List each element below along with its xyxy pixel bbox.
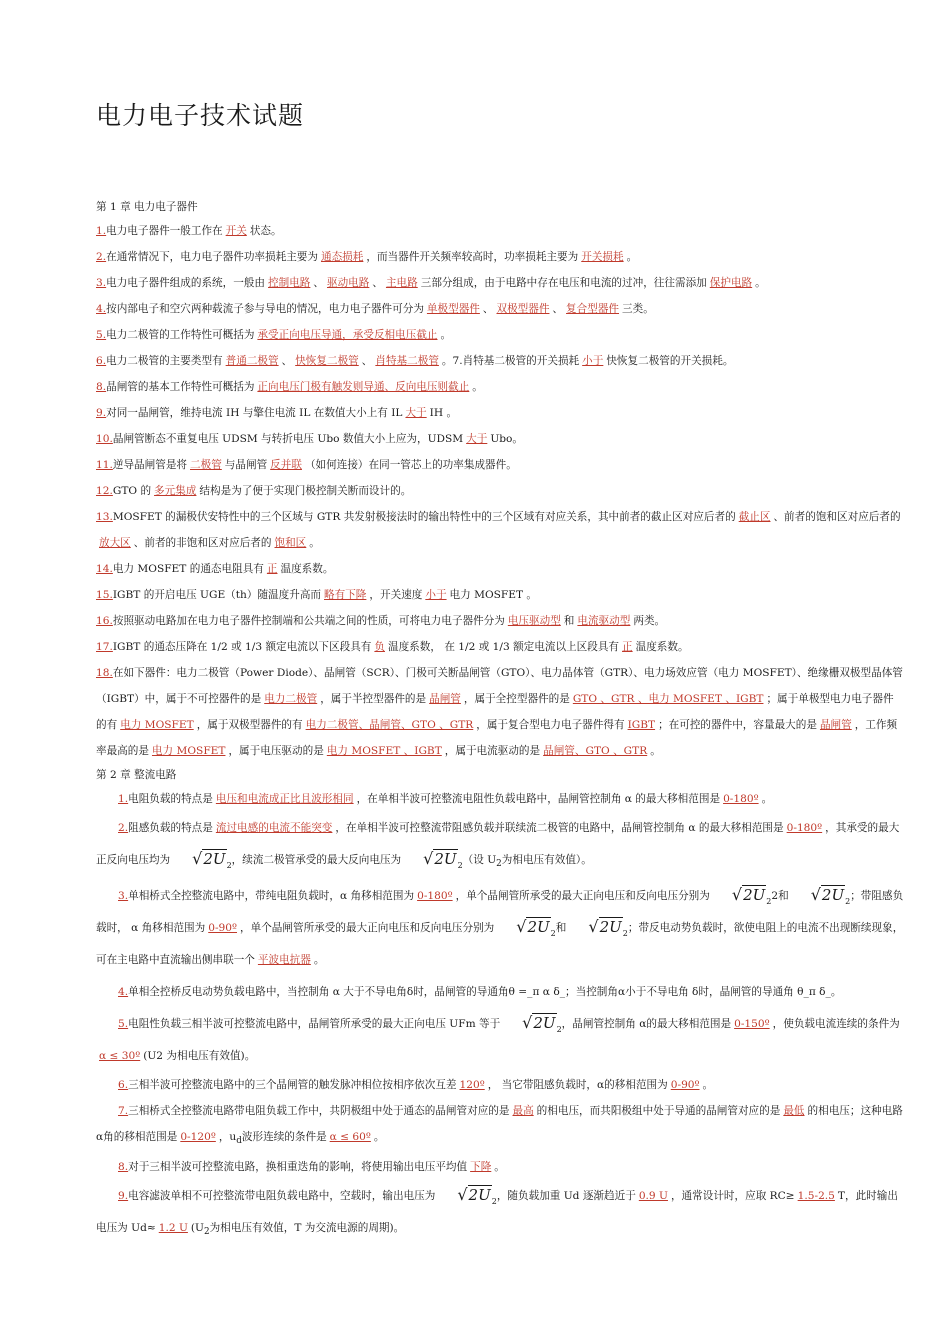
answer-blank: 大于 <box>405 407 427 419</box>
question-2-3: 3.单相桥式全控整流电路中，带纯电阻负载时，α 角移相范围为 0-180º ，单个晶闸管所承受的最大正向电压和反向电压分别为 $√2U_22$和 $√2U_2$；带阻感负载时， α 角移相范围为 0-90º ，单个晶闸管所承受的最大正向电压和反向电压分别为 $√2U_2$和 $√2U_2$；带反电动势负载时，欲使电阻上的电流不出现断续现象，可在主电路中直流输出侧串联一个 平波电抗器 。 <box>96 885 904 967</box>
question-2-4: 4.单相全控桥反电动势负载电路中，当控制角 α 大于不导电角δ时，晶闸管的导通角θ =_π α δ_；当控制角α小于不导电角 δ时，晶闸管的导通角 θ_π δ_。 <box>118 986 842 999</box>
question-number: 2. <box>96 251 107 263</box>
question-number: 9. <box>96 407 107 419</box>
question-number: 2. <box>118 822 129 834</box>
answer-blank: 正向电压门极有触发则导通、反向电压则截止 <box>257 381 470 393</box>
answer-blank: 多元集成 <box>154 485 197 497</box>
answer-blank: 反并联 <box>270 459 302 471</box>
answer-blank: 略有下降 <box>324 589 367 601</box>
answer-blank: 0.9 U <box>638 1190 668 1203</box>
answer-blank: 晶闸管、GTO 、GTR <box>543 745 648 757</box>
question-1-11: 11.逆导晶闸管是将 二极管 与晶闸管 反并联 （如何连接）在同一管芯上的功率集成器件。 <box>96 459 517 471</box>
answer-blank: 二极管 <box>190 459 222 471</box>
question-1-16: 16.按照驱动电路加在电力电子器件控制端和公共端之间的性质，可将电力电子器件分为 电压驱动型 和 电流驱动型 两类。 <box>96 615 666 627</box>
question-1-12: 12.GTO 的 多元集成 结构是为了便于实现门极控制关断而设计的。 <box>96 485 412 497</box>
question-1-14: 14.电力 MOSFET 的通态电阻具有 正 温度系数。 <box>96 563 334 575</box>
formula-sqrt2-u2: $√2U_2$ <box>731 885 772 907</box>
page-title: 电力电子技术试题 <box>96 101 305 130</box>
answer-blank: 普通二极管 <box>225 355 279 367</box>
formula-sqrt2-u2: $√2U_2$ <box>423 849 463 870</box>
answer-blank: 电压驱动型 <box>507 615 561 627</box>
question-number: 3. <box>96 277 107 289</box>
formula-sqrt2-u2: $√2U_2$ <box>810 885 851 907</box>
answer-blank: 开关 <box>225 225 247 237</box>
answer-blank: 电流驱动型 <box>577 615 631 627</box>
question-number: 8. <box>96 381 107 393</box>
question-number: 8. <box>118 1161 129 1174</box>
question-number: 15. <box>96 589 113 601</box>
question-number: 5. <box>96 329 107 341</box>
question-number: 7. <box>452 355 463 367</box>
question-1-13: 13.MOSFET 的漏极伏安特性中的三个区域与 GTR 共发射极接法时的输出特性中的三个区域有对应关系，其中前者的截止区对应后者的 截止区 、前者的饱和区对应后者的放大区 、前者的非饱和区对应后者的 饱和区 。 <box>96 511 901 549</box>
question-number: 17. <box>96 641 113 653</box>
question-number: 13. <box>96 511 113 523</box>
answer-blank: 截止区 <box>738 511 771 523</box>
question-2-1: 1.电阻负载的特点是 电压和电流成正比且波形相同 ，在单相半波可控整流电阻性负载电路中，晶闸管控制角 α 的最大移相范围是 0-180º 。 <box>118 793 773 805</box>
answer-blank: 电力 MOSFET <box>120 719 194 731</box>
answer-blank: 小于 <box>425 589 447 601</box>
question-1-6: 6.电力二极管的主要类型有 普通二极管 、 快恢复二极管 、 肖特基二极管 。7.肖特基二极管的开关损耗 小于 快恢复二极管的开关损耗。 <box>96 355 734 367</box>
answer-blank: 驱动电路 <box>326 277 370 289</box>
answer-blank: 复合型器件 <box>566 303 620 315</box>
answer-blank: 0-90º <box>670 1079 700 1092</box>
formula-sqrt2-u2: $√2U_2$ <box>522 1013 562 1035</box>
question-1-4: 4.按内部电子和空穴两种载流子参与导电的情况，电力电子器件可分为 单极型器件 、 双极型器件 、 复合型器件 三类。 <box>96 303 654 315</box>
question-number: 10. <box>96 433 113 445</box>
question-2-8: 8.对于三相半波可控整流电路，换相重迭角的影响，将使用输出电压平均值 下降 。 <box>118 1161 505 1174</box>
answer-blank: 饱和区 <box>274 537 307 549</box>
answer-blank: 最低 <box>783 1105 805 1118</box>
question-number: 5. <box>118 1018 129 1031</box>
answer-blank: 快恢复二极管 <box>295 355 359 367</box>
answer-blank: GTO 、GTR 、电力 MOSFET 、IGBT <box>572 693 764 705</box>
answer-blank: 0-180º <box>786 822 823 834</box>
answer-blank: 0-120º <box>180 1131 216 1144</box>
question-1-17: 17.IGBT 的通态压降在 1/2 或 1/3 额定电流以下区段具有 负 温度系数， 在 1/2 或 1/3 额定电流以上区段具有 正 温度系数。 <box>96 641 689 653</box>
answer-blank: α ≤ 30º <box>99 1050 141 1063</box>
question-number: 4. <box>118 986 129 999</box>
question-1-10: 10.晶闸管断态不重复电压 UDSM 与转折电压 Ubo 数值大小上应为，UDSM 大于 Ubo。 <box>96 433 523 445</box>
question-1-3: 3.电力电子器件组成的系统，一般由 控制电路 、 驱动电路 、 主电路 三部分组成，由于电路中存在电压和电流的过冲，往往需添加 保护电路 。 <box>96 277 766 289</box>
answer-blank: 流过电感的电流不能突变 <box>215 822 333 834</box>
chapter-1-heading: 第 1 章 电力电子器件 <box>96 201 198 213</box>
answer-blank: 单极型器件 <box>426 303 480 315</box>
question-number: 7. <box>118 1105 129 1118</box>
formula-sqrt2-u2: $√2U_2$ <box>588 917 628 939</box>
answer-blank: 电力 MOSFET <box>151 745 226 757</box>
question-1-2: 2.在通常情况下，电力电子器件功率损耗主要为 通态损耗 ，而当器件开关频率较高时，功率损耗主要为 开关损耗 。 <box>96 251 638 263</box>
answer-blank: 最高 <box>512 1105 534 1118</box>
answer-blank: α ≤ 60º <box>329 1131 371 1144</box>
answer-blank: 通态损耗 <box>320 251 364 263</box>
answer-blank: 平波电抗器 <box>257 954 311 967</box>
answer-blank: 大于 <box>466 433 488 445</box>
question-1-1: 1.电力电子器件一般工作在 开关 状态。 <box>96 225 282 237</box>
answer-blank: 正 <box>266 563 278 575</box>
question-2-9: 9.电容滤波单相不可控整流带电阻负载电路中，空载时，输出电压为 $√2U_2$，随负载加重 Ud 逐渐趋近于 0.9 U ，通常设计时，应取 RC≥ 1.5-2.5 T，此时输出电压为 Ud≈ 1.2 U ($U_2$为相电压有效值，T 为交流电源的周期)。 <box>96 1185 898 1238</box>
answer-blank: 开关损耗 <box>581 251 624 263</box>
formula-sqrt2-u2: $√2U_2$ <box>516 917 556 939</box>
chapter-2-heading: 第 2 章 整流电路 <box>96 769 177 781</box>
answer-blank: 控制电路 <box>268 277 311 289</box>
formula-sqrt2-u2: $√2U_2$ <box>457 1185 497 1207</box>
answer-blank: 保护电路 <box>709 277 753 289</box>
answer-blank: 小于 <box>582 355 604 367</box>
answer-blank: 电力 MOSFET 、IGBT <box>326 745 442 757</box>
answer-blank: 1.5-2.5 <box>797 1190 835 1203</box>
answer-blank: 负 <box>374 641 385 653</box>
answer-blank: 承受正向电压导通，承受反相电压截止 <box>257 329 438 341</box>
question-1-18: 18.在如下器件：电力二极管（Power Diode）、晶闸管（SCR）、门极可关断晶闸管（GTO）、电力晶体管（GTR）、电力场效应管（电力 MOSFET）、绝缘栅双极型晶体管（IGBT）中，属于不可控器件的是 电力二极管 ，属于半控型器件的是 晶闸管 ，属于全控型器件的是 GTO 、GTR 、电力 MOSFET 、IGBT ；属于单极型电力电子器件的有 电力 MOSFET ，属于双极型器件的有 电力二极管、晶闸管、GTO 、GTR ，属于复合型电力电子器件得有 IGBT ；在可控的器件中，容量最大的是 晶闸管 ，工作频率最高的是 电力 MOSFET ，属于电压驱动的是 电力 MOSFET 、IGBT ，属于电流驱动的是 晶闸管、GTO 、GTR 。 <box>96 667 903 757</box>
question-number: 4. <box>96 303 107 315</box>
question-number: 14. <box>96 563 113 575</box>
answer-blank: 电力二极管 <box>264 693 318 705</box>
answer-blank: 下降 <box>470 1161 492 1174</box>
question-number: 18. <box>96 667 113 679</box>
answer-blank: 120º <box>459 1079 485 1092</box>
question-2-5: 5.电阻性负载三相半波可控整流电路中，晶闸管所承受的最大正向电压 UFm 等于 $√2U_2$，晶闸管控制角 α的最大移相范围是 0-150º ，使负载电流连续的条件为α ≤ 30º (U2 为相电压有效值)。 <box>96 1008 904 1072</box>
answer-blank: 双极型器件 <box>496 303 550 315</box>
question-number: 1. <box>118 793 129 805</box>
question-2-6: 6.三相半波可控整流电路中的三个晶闸管的触发脉冲相位按相序依次互差 120º ， 当它带阻感负载时，α的移相范围为 0-90º 。 <box>118 1079 714 1092</box>
answer-blank: 电力二极管、晶闸管、GTO 、GTR <box>305 719 474 731</box>
answer-blank: 晶闸管 <box>429 693 461 705</box>
answer-blank: 放大区 <box>99 537 131 549</box>
question-number: 11. <box>96 459 113 471</box>
answer-blank: 正 <box>622 641 633 653</box>
answer-blank: 0-150º <box>734 1018 770 1031</box>
answer-blank: 电压和电流成正比且波形相同 <box>215 793 354 805</box>
answer-blank: 1.2 U <box>158 1222 188 1235</box>
answer-blank: 晶闸管 <box>819 719 852 731</box>
question-2-2: 2.阻感负载的特点是 流过电感的电流不能突变 ，在单相半波可控整流带阻感负载并联续流二极管的电路中，晶闸管控制角 α 的最大移相范围是 0-180º ，其承受的最大正反向电压均为 $√2U_2$，续流二极管承受的最大反向电压为 $√2U_2$（设 $U_2$为相电压有效值）。 <box>96 822 900 870</box>
question-1-5: 5.电力二极管的工作特性可概括为 承受正向电压导通，承受反相电压截止 。 <box>96 329 452 341</box>
answer-blank: 肖特基二极管 <box>375 355 439 367</box>
question-2-7: 7.三相桥式全控整流电路带电阻负载工作中，共阴极组中处于通态的晶闸管对应的是 最高 的相电压，而共阳极组中处于导通的晶闸管对应的是 最低 的相电压；这种电路 α角的移相范围是 0-120º ，$u_d$波形连续的条件是 α ≤ 60º 。 <box>96 1105 903 1147</box>
question-number: 1. <box>96 225 107 237</box>
question-1-8: 8.晶闸管的基本工作特性可概括为 正向电压门极有触发则导通、反向电压则截止 。 <box>96 381 483 393</box>
question-number: 12. <box>96 485 113 497</box>
question-number: 16. <box>96 615 113 627</box>
question-number: 9. <box>118 1190 129 1203</box>
answer-blank: IGBT <box>627 719 656 731</box>
answer-blank: 0-180º <box>723 793 759 805</box>
formula-sqrt2-u2: $√2U_2$ <box>192 849 232 870</box>
answer-blank: 0-90º <box>208 922 238 935</box>
question-number: 6. <box>96 355 107 367</box>
question-number: 3. <box>118 890 129 903</box>
question-number: 6. <box>118 1079 129 1092</box>
answer-blank: 0-180º <box>417 890 453 903</box>
answer-blank: 主电路 <box>385 277 418 289</box>
question-1-9: 9.对同一晶闸管，维持电流 IH 与擎住电流 IL 在数值大小上有 IL 大于 IH 。 <box>96 407 458 419</box>
question-1-15: 15.IGBT 的开启电压 UGE（th）随温度升高而 略有下降 ，开关速度 小于 电力 MOSFET 。 <box>96 589 538 601</box>
exam-content <box>96 196 904 1248</box>
